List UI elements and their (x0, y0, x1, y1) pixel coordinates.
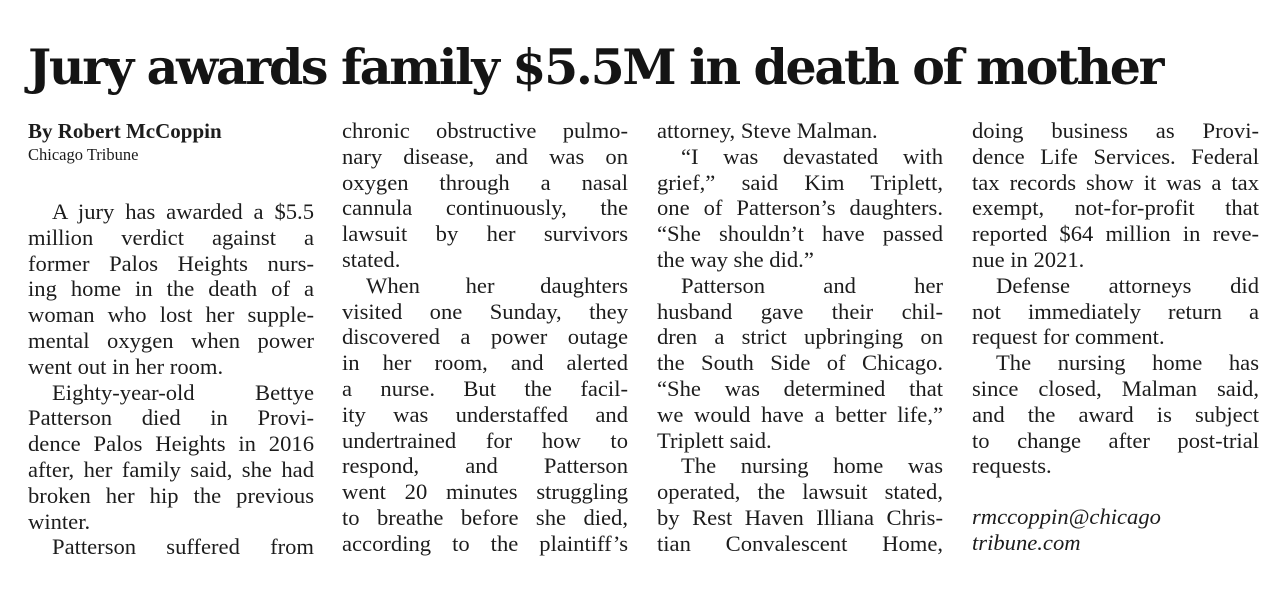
text-line: When her daughters (366, 272, 628, 298)
text-line: ing home in the death of a (28, 276, 314, 302)
text-line: operated, the lawsuit stated, (657, 479, 943, 505)
text-line: nue in 2021. (972, 246, 1085, 272)
text-line: Patterson suffered from (52, 534, 314, 560)
text-line: after, her family said, she had (28, 456, 314, 482)
spacer (28, 166, 314, 199)
text-line: dren a strict upbringing on (657, 324, 943, 350)
text-line: not immediately return a (972, 298, 1259, 324)
text-line: The nursing home was (681, 453, 943, 479)
text-line: woman who lost her supple- (28, 302, 314, 328)
text-line: doing business as Provi- (972, 118, 1259, 143)
article-column-3 (657, 118, 943, 557)
text-line: dence Palos Heights in 2016 (28, 431, 314, 457)
text-line: to change after post-trial (972, 427, 1259, 453)
text-line: request for comment. (972, 324, 1165, 350)
text-line: grief,” said Kim Triplett, (657, 169, 943, 195)
text-line: Patterson died in Provi- (28, 405, 314, 431)
text-line: visited one Sunday, they (342, 298, 628, 324)
text-line: “She shouldn’t have passed (657, 221, 943, 247)
text-line: exempt, not-for-profit that (972, 195, 1259, 221)
text-line: to breathe before she died, (342, 504, 628, 530)
article-column-1 (28, 118, 314, 560)
text-line: in her room, and alerted (342, 350, 628, 376)
text-line: reported $64 million in reve- (972, 221, 1259, 247)
text-line: respond, and Patterson (342, 453, 628, 479)
article-column-2 (342, 118, 628, 557)
text-line: Triplett said. (657, 427, 772, 453)
text-line: broken her hip the previous (28, 482, 314, 508)
text-line: A jury has awarded a $5.5 (52, 199, 314, 224)
text-line: “I was devastated with (681, 143, 943, 169)
text-line: discovered a power outage (342, 324, 628, 350)
text-line: since closed, Malman said, (972, 375, 1259, 401)
headline: Jury awards family $5.5M in death of mother (28, 38, 1163, 96)
text-line: cannula continuously, the (342, 195, 628, 221)
text-line: we would have a better life,” (657, 401, 943, 427)
text-line: attorney, Steve Malman. (657, 118, 878, 143)
text-line: former Palos Heights nurs- (28, 250, 314, 276)
text-line: “She was determined that (657, 375, 943, 401)
author-email: tribune.com (972, 529, 1081, 555)
text-line: dence Life Services. Federal (972, 143, 1259, 169)
text-line: Defense attorneys did (996, 272, 1259, 298)
text-line: Patterson and her (681, 272, 943, 298)
text-line: oxygen through a nasal (342, 169, 628, 195)
text-line: mental oxygen when power (28, 327, 314, 353)
text-line: husband gave their chil- (657, 298, 943, 324)
text-line: lawsuit by her survivors (342, 221, 628, 247)
article-column-4 (972, 118, 1259, 556)
byline: By Robert McCoppin (28, 119, 222, 143)
text-line: winter. (28, 508, 91, 534)
text-line: the way she did.” (657, 246, 814, 272)
text-line: the South Side of Chicago. (657, 350, 943, 376)
text-line: chronic obstructive pulmo- (342, 118, 628, 143)
author-email: rmccoppin@chicago (972, 504, 1161, 530)
text-line: stated. (342, 246, 401, 272)
text-line: requests. (972, 453, 1052, 479)
text-line: a nurse. But the facil- (342, 375, 628, 401)
publication-credit: Chicago Tribune (28, 145, 139, 164)
text-line: undertrained for how to (342, 427, 628, 453)
text-line: went out in her room. (28, 353, 224, 379)
text-line: by Rest Haven Illiana Chris- (657, 504, 943, 530)
spacer (972, 479, 1259, 504)
text-line: The nursing home has (996, 350, 1259, 376)
text-line: went 20 minutes struggling (342, 479, 628, 505)
text-line: nary disease, and was on (342, 143, 628, 169)
text-line: according to the plaintiff’s (342, 530, 628, 556)
text-line: tian Convalescent Home, (657, 530, 943, 556)
text-line: tax records show it was a tax (972, 169, 1259, 195)
text-line: ity was understaffed and (342, 401, 628, 427)
text-line: Eighty-year-old Bettye (52, 379, 314, 405)
text-line: one of Patterson’s daughters. (657, 195, 943, 221)
text-line: and the award is subject (972, 401, 1259, 427)
text-line: million verdict against a (28, 224, 314, 250)
